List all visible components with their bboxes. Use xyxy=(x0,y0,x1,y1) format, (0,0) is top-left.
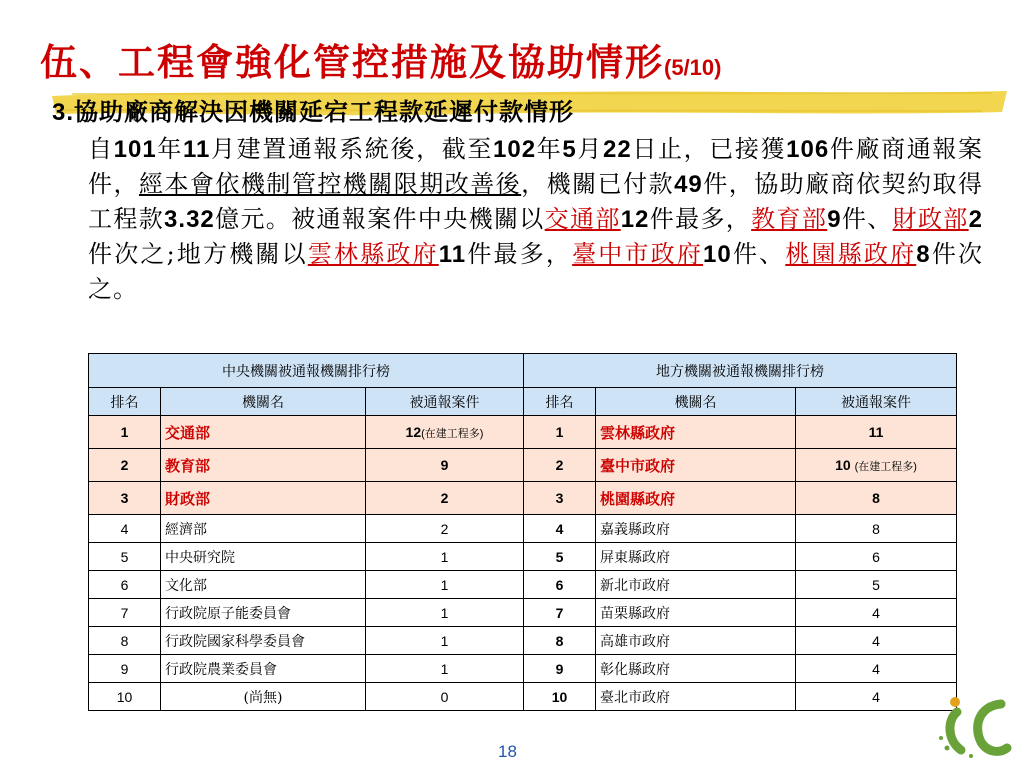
table-row xyxy=(89,571,957,599)
central-cases: 1 xyxy=(366,571,524,599)
central-agency: 行政院原子能委員會 xyxy=(161,599,366,627)
local-agency: 桃園縣政府 xyxy=(596,482,796,515)
local-cases: 8 xyxy=(796,515,957,543)
local-agency: 屏東縣政府 xyxy=(596,543,796,571)
central-cases: 2 xyxy=(366,482,524,515)
table-group-header xyxy=(89,354,957,388)
central-cases: 0 xyxy=(366,683,524,711)
agency-highlight: 桃園縣政府 xyxy=(785,240,917,268)
agency-highlight: 交通部 xyxy=(544,205,621,233)
agency-highlight: 教育部 xyxy=(751,205,828,233)
table-row xyxy=(89,449,957,482)
local-rank: 10 xyxy=(524,683,596,711)
local-rank: 6 xyxy=(524,571,596,599)
agency-highlight: 財政部 xyxy=(892,205,969,233)
column-header-rank: 排名 xyxy=(524,388,596,416)
case-note: (在建工程多) xyxy=(854,460,917,473)
table-row xyxy=(89,599,957,627)
local-ranking-header: 地方機關被通報機關排行榜 xyxy=(524,354,957,388)
slide-title: 伍、工程會強化管控措施及協助情形(5/10) xyxy=(40,40,722,84)
local-rank: 4 xyxy=(524,515,596,543)
central-rank: 5 xyxy=(89,543,161,571)
table-row xyxy=(89,515,957,543)
agency-highlight: 雲林縣政府 xyxy=(307,240,439,268)
local-rank: 1 xyxy=(524,416,596,449)
title-page-marker: (5/10) xyxy=(664,55,722,80)
local-cases: 8 xyxy=(796,482,957,515)
column-header-agency: 機關名 xyxy=(161,388,366,416)
central-rank: 10 xyxy=(89,683,161,711)
column-header-agency: 機關名 xyxy=(596,388,796,416)
central-agency: 財政部 xyxy=(161,482,366,515)
agency-logo-icon xyxy=(935,690,1015,760)
local-cases: 6 xyxy=(796,543,957,571)
central-agency: 行政院國家科學委員會 xyxy=(161,627,366,655)
table-row xyxy=(89,482,957,515)
local-agency: 臺中市政府 xyxy=(596,449,796,482)
central-agency: 中央研究院 xyxy=(161,543,366,571)
local-rank: 8 xyxy=(524,627,596,655)
central-cases: 1 xyxy=(366,599,524,627)
page-number: 18 xyxy=(498,742,517,761)
central-agency: (尚無) xyxy=(161,683,366,711)
local-rank: 5 xyxy=(524,543,596,571)
local-cases: 11 xyxy=(796,416,957,449)
agency-highlight: 臺中市政府 xyxy=(572,240,704,268)
central-agency: 經濟部 xyxy=(161,515,366,543)
central-rank: 7 xyxy=(89,599,161,627)
central-cases: 2 xyxy=(366,515,524,543)
local-agency: 臺北市政府 xyxy=(596,683,796,711)
central-rank: 4 xyxy=(89,515,161,543)
table-row xyxy=(89,627,957,655)
table-row xyxy=(89,655,957,683)
local-rank: 3 xyxy=(524,482,596,515)
local-agency: 苗栗縣政府 xyxy=(596,599,796,627)
central-cases: 9 xyxy=(366,449,524,482)
column-header-cases: 被通報案件 xyxy=(796,388,957,416)
local-agency: 新北市政府 xyxy=(596,571,796,599)
table-row xyxy=(89,683,957,711)
underlined-phrase: 經本會依機制管控機關限期改善後 xyxy=(138,170,522,198)
central-rank: 8 xyxy=(89,627,161,655)
case-note: (在建工程多) xyxy=(421,427,484,440)
central-agency: 行政院農業委員會 xyxy=(161,655,366,683)
local-cases: 4 xyxy=(796,683,957,711)
local-rank: 7 xyxy=(524,599,596,627)
central-rank: 6 xyxy=(89,571,161,599)
central-rank: 9 xyxy=(89,655,161,683)
central-cases: 1 xyxy=(366,655,524,683)
ranking-table xyxy=(88,353,957,711)
local-agency: 彰化縣政府 xyxy=(596,655,796,683)
local-cases: 4 xyxy=(796,627,957,655)
central-agency: 文化部 xyxy=(161,571,366,599)
local-cases: 4 xyxy=(796,655,957,683)
local-agency: 嘉義縣政府 xyxy=(596,515,796,543)
local-cases: 5 xyxy=(796,571,957,599)
section-subtitle: 3.協助廠商解決因機關延宕工程款延遲付款情形 xyxy=(52,97,575,126)
central-cases: 1 xyxy=(366,627,524,655)
column-header-rank: 排名 xyxy=(89,388,161,416)
central-cases: 12(在建工程多) xyxy=(366,416,524,449)
local-agency: 雲林縣政府 xyxy=(596,416,796,449)
local-cases: 4 xyxy=(796,599,957,627)
local-cases: 10 (在建工程多) xyxy=(796,449,957,482)
central-agency: 交通部 xyxy=(161,416,366,449)
local-agency: 高雄市政府 xyxy=(596,627,796,655)
central-ranking-header: 中央機關被通報機關排行榜 xyxy=(89,354,524,388)
local-rank: 2 xyxy=(524,449,596,482)
table-column-header xyxy=(89,388,957,416)
local-rank: 9 xyxy=(524,655,596,683)
summary-paragraph: 自101年11月建置通報系統後，截至102年5月22日止，已接獲106件廠商通報案件，經本會依機制管控機關限期改善後，機關已付款49件，協助廠商依契約取得工程款3.32億元。被通報案件中央機關以交通部12件最多，教育部9件、財政部2件次之;地方機關以雲林縣政府11件最多，臺中市政府10件、桃園縣政府8件次之。 xyxy=(88,135,984,303)
central-cases: 1 xyxy=(366,543,524,571)
central-rank: 1 xyxy=(89,416,161,449)
central-rank: 3 xyxy=(89,482,161,515)
central-rank: 2 xyxy=(89,449,161,482)
table-row xyxy=(89,543,957,571)
central-agency: 教育部 xyxy=(161,449,366,482)
column-header-cases: 被通報案件 xyxy=(366,388,524,416)
table-row xyxy=(89,416,957,449)
